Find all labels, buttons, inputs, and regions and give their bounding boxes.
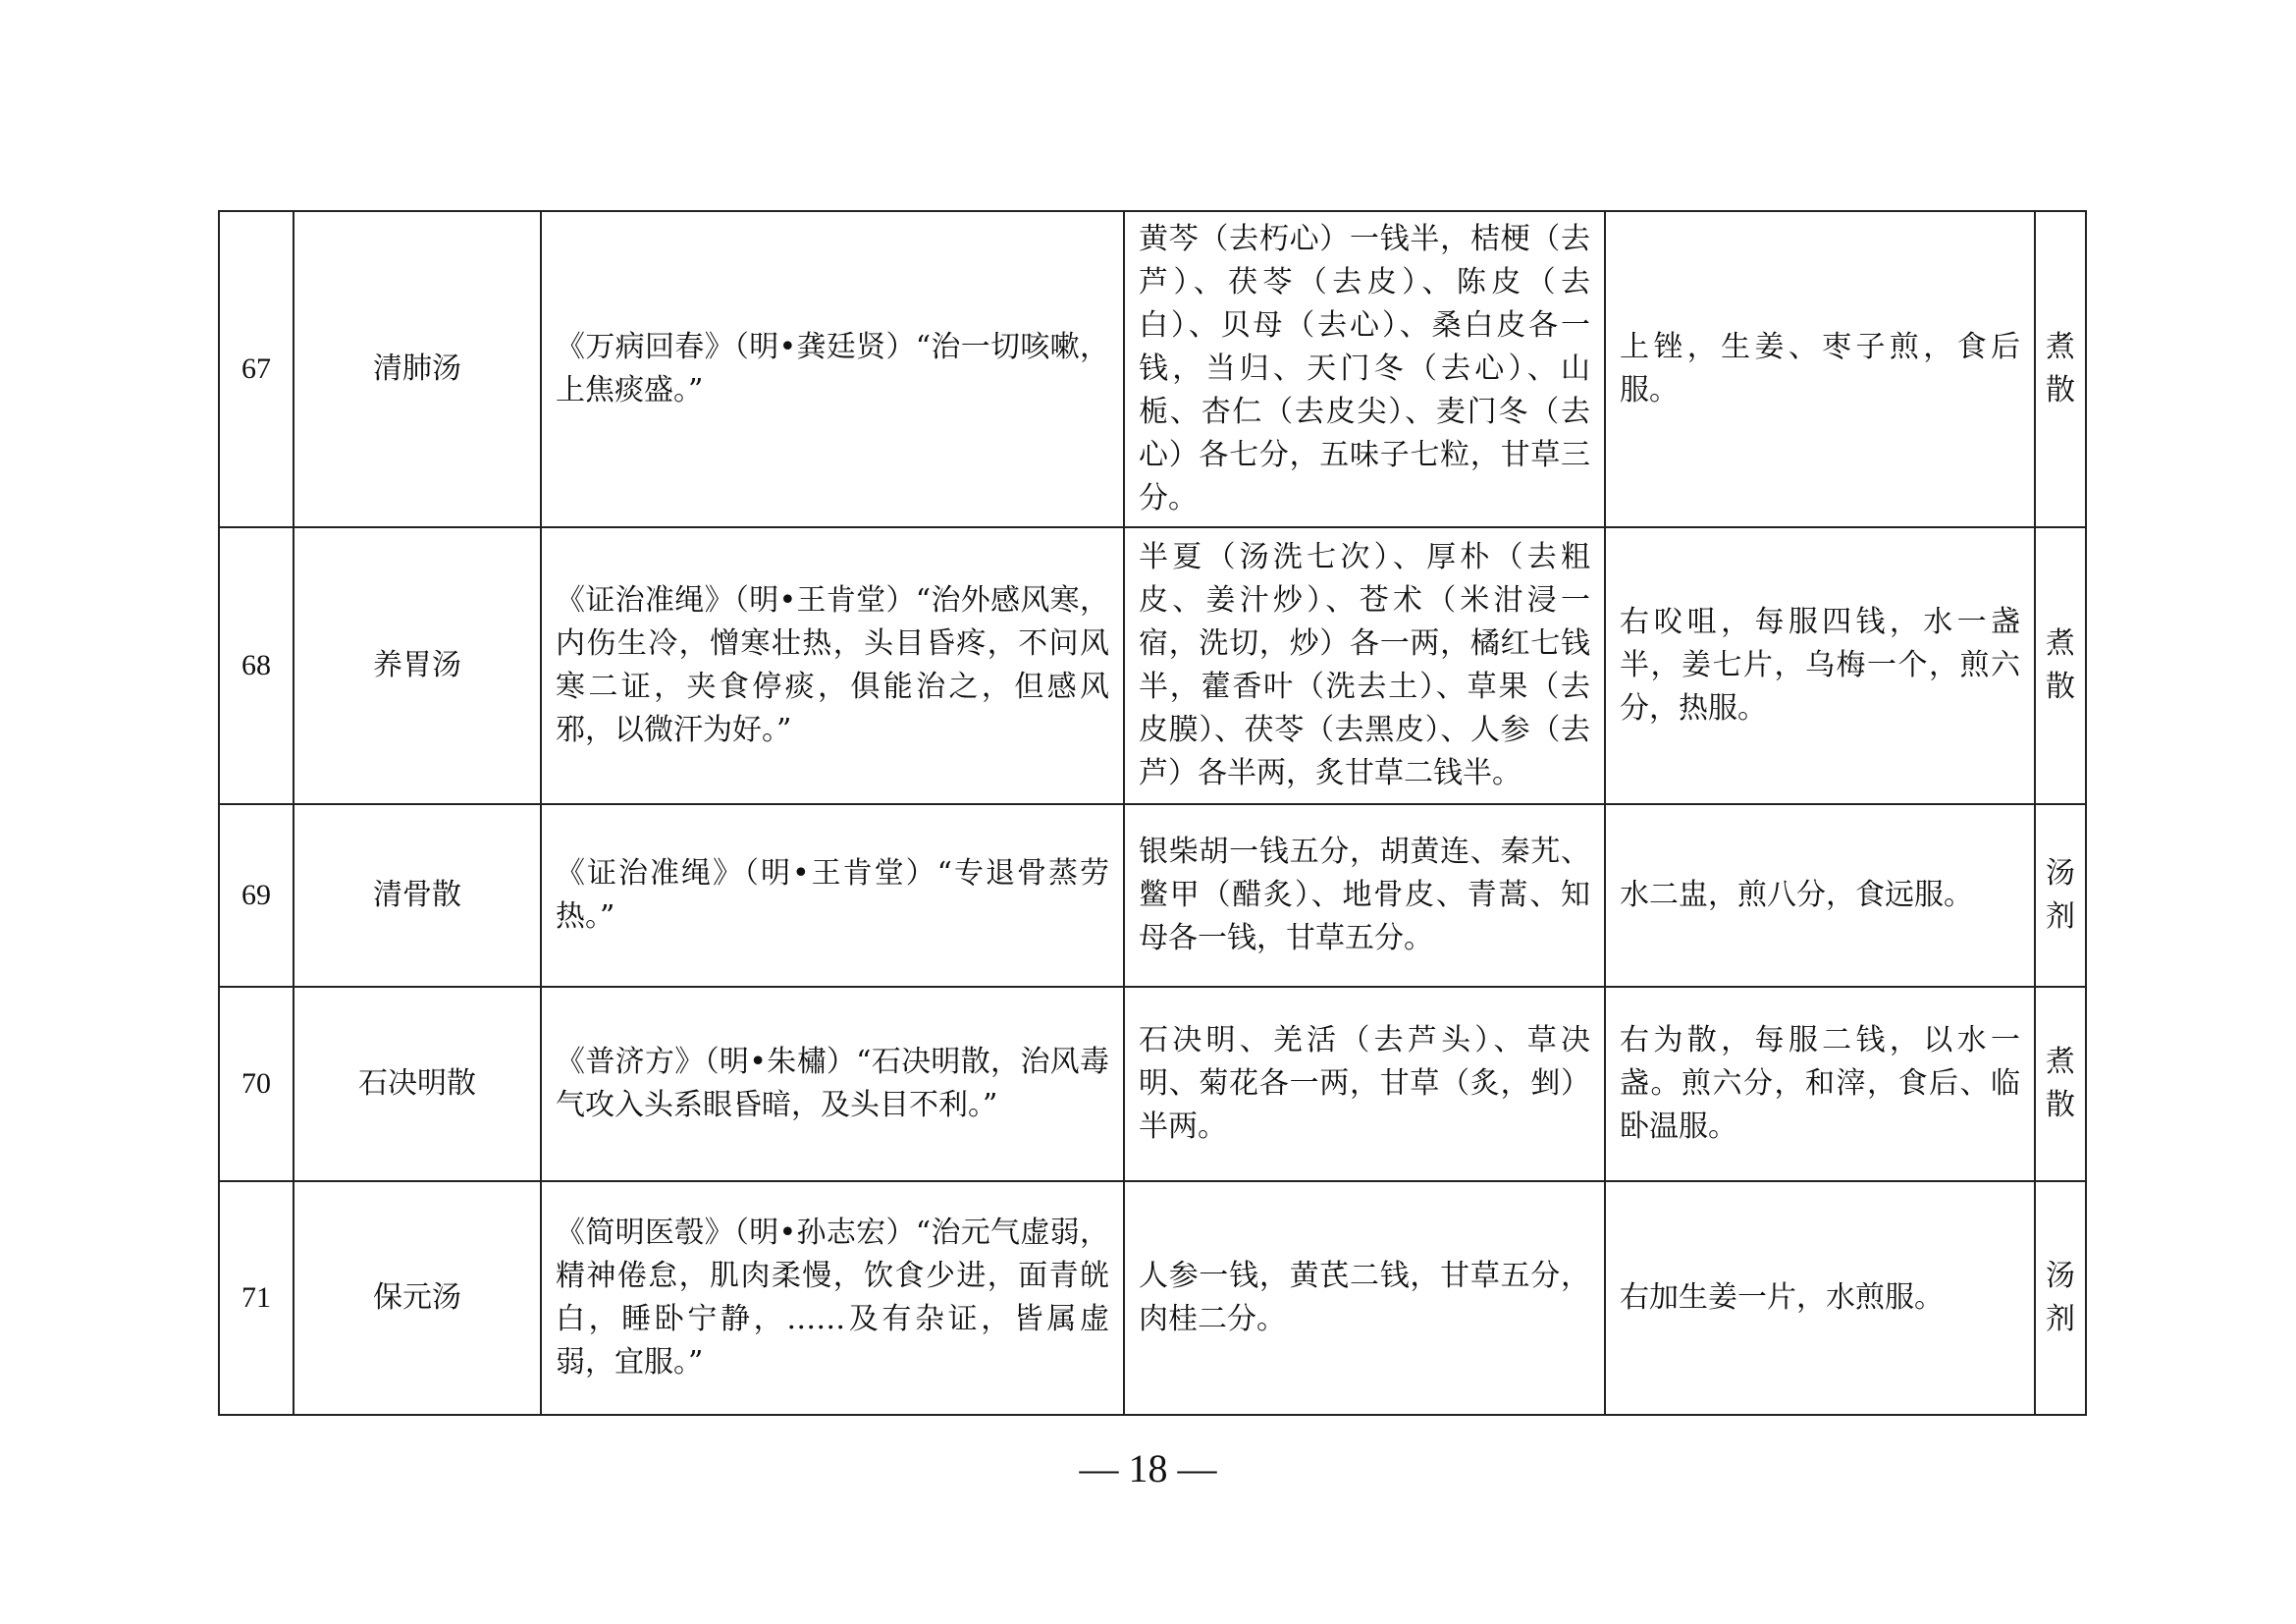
dosage-form-label: 煮散 [2046, 330, 2075, 407]
formula-name: 清骨散 [294, 804, 541, 987]
table-row [219, 211, 2086, 527]
dosage-form-label: 汤剂 [2046, 1259, 2075, 1336]
ingredients-text: 银柴胡一钱五分，胡黄连、秦艽、鳖甲（醋炙）、地骨皮、青蒿、知母各一钱，甘草五分。 [1124, 804, 1605, 987]
usage-text: 右为散，每服二钱，以水一盏。煎六分，和滓，食后、临卧温服。 [1605, 987, 2035, 1181]
table-row [219, 804, 2086, 987]
dosage-form [2035, 987, 2086, 1181]
table-row [219, 1181, 2086, 1415]
page-number: — 18 — [1079, 1446, 1217, 1490]
source-text: 《证治准绳》（明•王肯堂）“专退骨蒸劳热。” [541, 804, 1124, 987]
ingredients-text: 石决明、羌活（去芦头）、草决明、菊花各一两，甘草（炙，剉）半两。 [1124, 987, 1605, 1181]
table-row [219, 527, 2086, 804]
source-text: 《证治准绳》（明•王肯堂）“治外感风寒，内伤生冷，憎寒壮热，头目昏疼，不问风寒二证，夹食停痰，俱能治之，但感风邪，以微汗为好。” [541, 527, 1124, 804]
row-number: 68 [219, 527, 294, 804]
formula-name: 养胃汤 [294, 527, 541, 804]
table-row [219, 987, 2086, 1181]
dosage-form [2035, 804, 2086, 987]
ingredients-text: 黄芩（去朽心）一钱半，桔梗（去芦）、茯苓（去皮）、陈皮（去白）、贝母（去心）、桑白皮各一钱，当归、天门冬（去心）、山栀、杏仁（去皮尖）、麦门冬（去心）各七分，五味子七粒，甘草三分。 [1124, 211, 1605, 527]
row-number: 67 [219, 211, 294, 527]
usage-text: 右㕮咀，每服四钱，水一盏半，姜七片，乌梅一个，煎六分，热服。 [1605, 527, 2035, 804]
dosage-form [2035, 1181, 2086, 1415]
usage-text: 水二盅，煎八分，食远服。 [1605, 804, 2035, 987]
source-text: 《万病回春》（明•龚廷贤）“治一切咳嗽，上焦痰盛。” [541, 211, 1124, 527]
usage-text: 右加生姜一片，水煎服。 [1605, 1181, 2035, 1415]
formula-name: 保元汤 [294, 1181, 541, 1415]
ingredients-text: 半夏（汤洗七次）、厚朴（去粗皮、姜汁炒）、苍术（米泔浸一宿，洗切，炒）各一两，橘红七钱半，藿香叶（洗去土）、草果（去皮膜）、茯苓（去黑皮）、人参（去芦）各半两，炙甘草二钱半。 [1124, 527, 1605, 804]
source-text: 《普济方》（明•朱橚）“石决明散，治风毒气攻入头系眼昏暗，及头目不利。” [541, 987, 1124, 1181]
dosage-form [2035, 527, 2086, 804]
row-number: 70 [219, 987, 294, 1181]
formula-name: 石决明散 [294, 987, 541, 1181]
prescription-table [218, 210, 2087, 1416]
usage-text: 上锉，生姜、枣子煎，食后服。 [1605, 211, 2035, 527]
dosage-form [2035, 211, 2086, 527]
dosage-form-label: 煮散 [2046, 626, 2075, 704]
row-number: 69 [219, 804, 294, 987]
formula-name: 清肺汤 [294, 211, 541, 527]
dosage-form-label: 汤剂 [2046, 856, 2075, 934]
ingredients-text: 人参一钱，黄芪二钱，甘草五分，肉桂二分。 [1124, 1181, 1605, 1415]
dosage-form-label: 煮散 [2046, 1045, 2075, 1122]
row-number: 71 [219, 1181, 294, 1415]
source-text: 《简明医彀》（明•孙志宏）“治元气虚弱，精神倦怠，肌肉柔慢，饮食少进，面青㿠白，睡卧宁静，……及有杂证，皆属虚弱，宜服。” [541, 1181, 1124, 1415]
